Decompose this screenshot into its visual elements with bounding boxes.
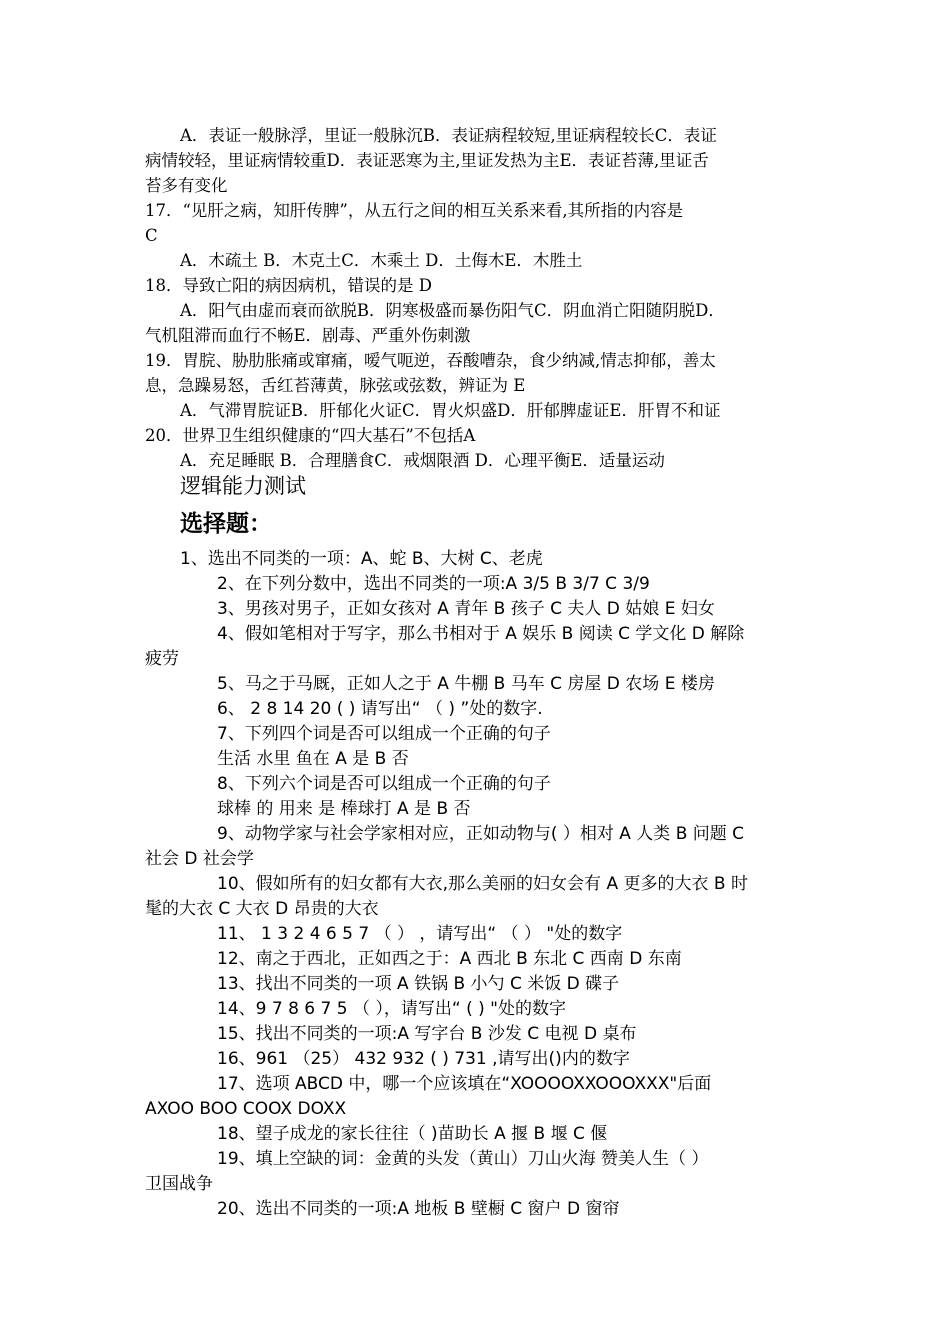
logic-q19-line-2: 卫国战争	[145, 1174, 213, 1194]
logic-q5: 5、马之于马厩，正如人之于 A 牛棚 B 马车 C 房屋 D 农场 E 楼房	[217, 674, 715, 694]
q16-options-line-2: 病情较轻，里证病情较重D．表证恶寒为主,里证发热为主E．表证苔薄,里证舌	[145, 151, 709, 170]
q16-options-line-3: 苔多有变化	[145, 176, 228, 195]
logic-q9-line-1: 9、动物学家与社会学家相对应，正如动物与( ）相对 A 人类 B 问题 C	[217, 824, 745, 844]
q19-stem-line-2: 息，急躁易怒，舌红苔薄黄，脉弦或弦数，辨证为 E	[145, 376, 526, 395]
logic-q17-line-2: AXOO BOO COOX DOXX	[145, 1099, 347, 1119]
logic-q2: 2、在下列分数中，选出不同类的一项:A 3/5 B 3/7 C 3/9	[217, 574, 650, 594]
logic-q14: 14、9 7 8 6 7 5 （ ），请写出“ ( ) "处的数字	[217, 999, 566, 1019]
logic-q10-line-2: 髦的大衣 C 大衣 D 昂贵的大衣	[145, 899, 379, 919]
q20-options: A．充足睡眠 B．合理膳食C．戒烟限酒 D．心理平衡E．适量运动	[180, 451, 665, 470]
q18-options-line-2: 气机阻滞而血行不畅E．剧毒、严重外伤刺激	[145, 326, 471, 345]
section-title: 逻辑能力测试	[180, 474, 306, 498]
logic-q7-line-1: 7、下列四个词是否可以组成一个正确的句子	[217, 724, 551, 744]
logic-q16: 16、961 （25） 432 932 ( ) 731 ,请写出()内的数字	[217, 1049, 630, 1069]
logic-q9-line-2: 社会 D 社会学	[145, 849, 254, 869]
q19-stem-line-1: 19．胃脘、胁肋胀痛或窜痛，嗳气呃逆，吞酸嘈杂，食少纳减,情志抑郁，善太	[145, 351, 716, 370]
logic-q1: 1、选出不同类的一项：A、蛇 B、大树 C、老虎	[180, 549, 543, 569]
logic-q18: 18、望子成龙的家长往往（ )苗助长 A 揠 B 堰 C 偃	[217, 1124, 608, 1144]
logic-q17-line-1: 17、选项 ABCD 中，哪一个应该填在“XOOOOXXOOOXXX"后面	[217, 1074, 712, 1094]
q18-options-line-1: A．阳气由虚而衰而欲脱B．阴寒极盛而暴伤阳气C．阴血消亡阳随阴脱D．	[180, 301, 725, 320]
section-subtitle: 选择题：	[180, 511, 272, 537]
q17-stem-line-1: 17．“见肝之病，知肝传脾”，从五行之间的相互关系来看,其所指的内容是	[145, 201, 684, 220]
q16-options-line-1: A．表证一般脉浮，里证一般脉沉B．表证病程较短,里证病程较长C．表证	[180, 126, 717, 145]
q20-stem: 20．世界卫生组织健康的“四大基石”不包括A	[145, 426, 476, 445]
logic-q10-line-1: 10、假如所有的妇女都有大衣,那么美丽的妇女会有 A 更多的大衣 B 时	[217, 874, 748, 894]
logic-q3: 3、男孩对男子，正如女孩对 A 青年 B 孩子 C 夫人 D 姑娘 E 妇女	[217, 599, 715, 619]
logic-q11: 11、 1 3 2 4 6 5 7 （ ） ，请写出“ （ ） "处的数字	[217, 924, 623, 944]
logic-q20: 20、选出不同类的一项:A 地板 B 壁橱 C 窗户 D 窗帘	[217, 1199, 620, 1219]
q18-stem: 18．导致亡阳的病因病机，错误的是 D	[145, 276, 432, 295]
q17-stem-line-2: C	[145, 226, 158, 245]
logic-q8-line-1: 8、下列六个词是否可以组成一个正确的句子	[217, 774, 551, 794]
logic-q7-line-2: 生活 水里 鱼在 A 是 B 否	[217, 749, 409, 769]
logic-q4-line-1: 4、假如笔相对于写字，那么书相对于 A 娱乐 B 阅读 C 学文化 D 解除	[217, 624, 745, 644]
q19-options: A．气滞胃脘证B．肝郁化火证C．胃火炽盛D．肝郁脾虚证E．肝胃不和证	[180, 401, 721, 420]
q17-options: A．木疏土 B．木克土C．木乘土 D．土侮木E．木胜土	[180, 251, 583, 270]
logic-q15: 15、找出不同类的一项:A 写字台 B 沙发 C 电视 D 桌布	[217, 1024, 637, 1044]
logic-q6: 6、 2 8 14 20 ( ) 请写出“ （ ) ”处的数字.	[217, 699, 543, 719]
logic-q13: 13、找出不同类的一项 A 铁锅 B 小勺 C 米饭 D 碟子	[217, 974, 620, 994]
logic-q19-line-1: 19、填上空缺的词：金黄的头发（黄山）刀山火海 赞美人生（ ）	[217, 1149, 709, 1169]
logic-q12: 12、南之于西北，正如西之于：A 西北 B 东北 C 西南 D 东南	[217, 949, 682, 969]
logic-q4-line-2: 疲劳	[145, 649, 179, 669]
logic-q8-line-2: 球棒 的 用来 是 棒球打 A 是 B 否	[217, 799, 471, 819]
